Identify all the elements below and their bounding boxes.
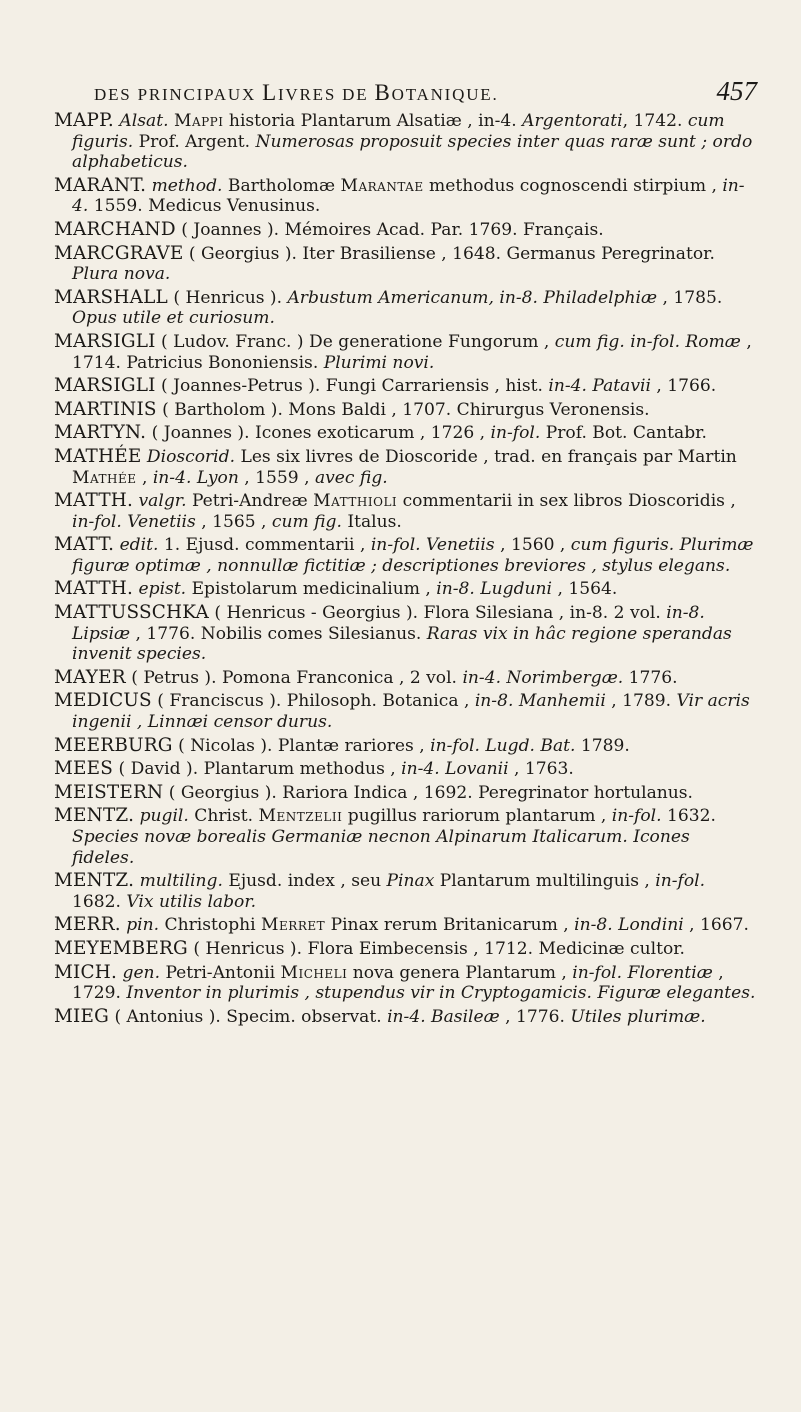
bibliography-entry bbox=[54, 288, 757, 329]
entry-text: , bbox=[136, 467, 153, 488]
entry-work-abbreviation: edit. bbox=[119, 535, 159, 556]
entry-italic-text: in-4. Lyon bbox=[152, 467, 239, 488]
bibliography-entry bbox=[54, 939, 757, 960]
entry-italic-text: Pinax bbox=[386, 871, 435, 892]
bibliography-entry bbox=[54, 806, 757, 868]
entry-author-name: Matthioli bbox=[313, 491, 398, 512]
entry-headword: MENTZ. bbox=[54, 805, 135, 827]
entry-text: Prof. Argent. bbox=[133, 131, 256, 152]
entry-italic-text: Vir acris ingenii , Linnæi censor durus. bbox=[72, 691, 750, 733]
running-title-cap-l: L bbox=[262, 80, 278, 105]
entry-headword: MATT. bbox=[54, 534, 115, 556]
entry-text: , 1564. bbox=[552, 579, 618, 600]
entry-text: Prof. Bot. Cantabr. bbox=[540, 423, 707, 444]
entry-headword: MICH. bbox=[54, 961, 118, 983]
bibliography-entry bbox=[54, 691, 757, 732]
bibliography-entry bbox=[54, 220, 757, 241]
entry-headword: MEYEMBERG bbox=[54, 937, 188, 959]
bibliography-entries bbox=[54, 111, 757, 1027]
entry-work-abbreviation: pugil. bbox=[139, 806, 189, 827]
entry-headword: MAYER bbox=[54, 666, 126, 688]
entry-text: , 1785. bbox=[657, 287, 723, 308]
entry-text: nova genera Plantarum , bbox=[347, 962, 573, 983]
bibliography-entry bbox=[54, 579, 757, 600]
bibliography-entry bbox=[54, 668, 757, 689]
entry-headword: MATHÉE bbox=[54, 445, 142, 467]
entry-text: , 1789. bbox=[605, 691, 677, 712]
entry-author-name: Mentzelii bbox=[258, 806, 343, 827]
entry-italic-text: in-fol. bbox=[490, 423, 541, 444]
running-title-cap-b: B bbox=[374, 80, 392, 105]
running-title-word2: OTANIQUE. bbox=[391, 85, 499, 104]
entry-headword: MAPP. bbox=[54, 110, 114, 131]
entry-text: , 1559 , bbox=[238, 467, 315, 488]
entry-text: ( Georgius ). Iter Brasiliense , 1648. Germanus Peregrinator. bbox=[188, 243, 715, 264]
entry-text: ( Petrus ). Pomona Franconica , 2 vol. bbox=[131, 667, 463, 688]
entry-italic-text: cum figuris. bbox=[72, 111, 725, 152]
entry-author-name: Merret bbox=[261, 915, 326, 936]
bibliography-entry bbox=[54, 332, 757, 373]
bibliography-entry bbox=[54, 535, 757, 576]
entry-italic-text: Inventor in plurimis , stupendus vir in Cryptogamicis. Figuræ elegantes. bbox=[126, 983, 756, 1004]
entry-italic-text: in-8. Londini bbox=[574, 915, 684, 936]
entry-italic-text: in-fol. Lugd. Bat. bbox=[430, 735, 576, 756]
entry-italic-text: in-fol. Venetiis bbox=[370, 535, 495, 556]
entry-text: pugillus rariorum plantarum , bbox=[342, 806, 612, 827]
entry-text: Les six livres de Dioscoride , trad. en français par Martin bbox=[240, 446, 737, 467]
bibliography-entry bbox=[54, 736, 757, 757]
entry-text: 1789. bbox=[575, 735, 630, 756]
entry-italic-text: in-fol. bbox=[655, 871, 706, 892]
entry-headword: MERR. bbox=[54, 914, 121, 936]
entry-italic-text: in-8. Lugduni bbox=[436, 579, 553, 600]
entry-text: ( Antonius ). Specim. observat. bbox=[114, 1006, 388, 1027]
entry-work-abbreviation: Alsat. bbox=[119, 111, 169, 131]
bibliography-entry bbox=[54, 447, 757, 488]
entry-text: ( Joannes ). Mémoires Acad. Par. 1769. Français. bbox=[181, 219, 604, 240]
entry-headword: MIEG bbox=[54, 1005, 110, 1027]
entry-text: , 1776. bbox=[499, 1006, 571, 1027]
bibliography-entry bbox=[54, 423, 757, 444]
entry-italic-text: in-fol. Venetiis bbox=[72, 511, 196, 532]
entry-text: 1. Ejusd. commentarii , bbox=[163, 535, 371, 556]
entry-italic-text: Opus utile et curiosum. bbox=[72, 308, 275, 329]
running-title-prefix: DES PRINCIPAUX bbox=[94, 85, 257, 104]
entry-work-abbreviation: gen. bbox=[122, 962, 161, 983]
entry-italic-text: cum fig. in-fol. Romæ bbox=[554, 331, 741, 352]
entry-text: , 1565 , bbox=[195, 511, 272, 532]
entry-italic-text: Plura nova. bbox=[72, 264, 171, 285]
entry-italic-text: avec fig. bbox=[314, 467, 388, 488]
entry-text: ( Georgius ). Rariora Indica , 1692. Peregrinator hortulanus. bbox=[168, 782, 693, 803]
entry-headword: MARANT. bbox=[54, 174, 147, 196]
entry-author-name: Micheli bbox=[280, 962, 348, 983]
entry-italic-text: Species novæ borealis Germaniæ necnon Alpinarum Italicarum. Icones fideles. bbox=[72, 827, 690, 868]
bibliography-entry bbox=[54, 1007, 757, 1028]
bibliography-entry bbox=[54, 759, 757, 780]
entry-text: ( Henricus ). bbox=[173, 287, 288, 308]
entry-italic-text: in-4. Norimbergæ. bbox=[462, 667, 624, 688]
entry-italic-text: cum figuris. Plurimæ figuræ optimæ , nonnullæ fictitiæ ; descriptiones breviores , stylus elegans. bbox=[72, 535, 754, 576]
entry-italic-text: Raras vix in hâc regione sperandas invenit species. bbox=[72, 623, 732, 665]
entry-text: , 1560 , bbox=[494, 535, 571, 556]
entry-headword: MARTYN. bbox=[54, 422, 147, 444]
entry-text: , 1742. bbox=[622, 111, 688, 131]
entry-headword: MATTH. bbox=[54, 490, 134, 512]
entry-text: , 1766. bbox=[650, 376, 717, 397]
entry-text: ( Ludov. Franc. ) De generatione Fungorum , bbox=[161, 331, 555, 352]
page-number: 457 bbox=[716, 76, 757, 106]
bibliography-entry bbox=[54, 963, 757, 1004]
entry-text: ( Joannes ). Icones exoticarum , 1726 , bbox=[151, 423, 491, 444]
running-title bbox=[94, 80, 499, 106]
entry-italic-text: in-4. bbox=[72, 175, 745, 217]
entry-italic-text: in-fol. Florentiæ bbox=[572, 962, 713, 983]
entry-text: ( Nicolas ). Plantæ rariores , bbox=[178, 735, 431, 756]
entry-headword: MARSIGLI bbox=[54, 375, 156, 397]
entry-headword: MARCGRAVE bbox=[54, 242, 184, 264]
entry-italic-text: Argentorati bbox=[522, 111, 623, 131]
entry-text: 1632. bbox=[661, 806, 716, 827]
entry-work-abbreviation: Dioscorid. bbox=[146, 446, 236, 467]
entry-work-abbreviation: pin. bbox=[126, 915, 160, 936]
entry-headword: MARSIGLI bbox=[54, 330, 156, 352]
entry-italic-text: Arbustum Americanum, in-8. Philadelphiæ bbox=[287, 287, 658, 308]
entry-text: methodus cognoscendi stirpium , bbox=[423, 175, 723, 196]
entry-text: , 1776. Nobilis comes Silesianus. bbox=[130, 623, 427, 644]
entry-headword: MARTINIS bbox=[54, 398, 157, 420]
bibliography-entry bbox=[54, 871, 757, 912]
entry-text: Christ. bbox=[194, 806, 259, 827]
entry-italic-text: Plurimi novi. bbox=[323, 352, 435, 373]
entry-italic-text: in-fol. bbox=[611, 806, 662, 827]
running-title-word1: IVRES bbox=[277, 85, 337, 104]
bibliography-entry bbox=[54, 915, 757, 936]
entry-text: 1559. Medicus Venusinus. bbox=[88, 196, 321, 217]
entry-text: , 1763. bbox=[508, 759, 574, 780]
entry-author-name: Marantae bbox=[340, 175, 424, 196]
entry-italic-text: in-4. Basileæ bbox=[387, 1006, 500, 1027]
entry-headword: MEISTERN bbox=[54, 781, 164, 803]
entry-author-name: Mathée bbox=[72, 467, 137, 488]
entry-headword: MARCHAND bbox=[54, 218, 176, 240]
entry-work-abbreviation: valgr. bbox=[138, 491, 187, 512]
entry-text: ( Henricus - Georgius ). Flora Silesiana , in-8. 2 vol. bbox=[214, 603, 667, 624]
entry-text: ( Joannes-Petrus ). Fungi Carrariensis , hist. bbox=[161, 376, 549, 397]
entry-text: historia Plantarum Alsatiæ , in-4. bbox=[223, 111, 523, 131]
entry-text: ( Bartholom ). Mons Baldi , 1707. Chirurgus Veronensis. bbox=[162, 399, 650, 420]
entry-text: Ejusd. index , seu bbox=[228, 871, 387, 892]
entry-headword: MENTZ. bbox=[54, 870, 135, 892]
entry-italic-text: in-8. Manhemii bbox=[474, 691, 606, 712]
entry-headword: MEES bbox=[54, 758, 114, 780]
entry-text: , 1729. bbox=[72, 962, 724, 1004]
entry-text: Christophi bbox=[164, 915, 262, 936]
entry-text: Bartholomæ bbox=[227, 175, 341, 196]
entry-italic-text: Utiles plurimæ. bbox=[570, 1006, 706, 1027]
entry-text: Pinax rerum Britanicarum , bbox=[325, 915, 575, 936]
entry-italic-text: in-8. Lipsiæ bbox=[72, 603, 705, 644]
entry-text: Epistolarum medicinalium , bbox=[191, 579, 437, 600]
entry-work-abbreviation: epist. bbox=[138, 579, 187, 600]
entry-headword: MEERBURG bbox=[54, 734, 173, 756]
entry-headword: MATTH. bbox=[54, 578, 134, 600]
entry-text: , 1667. bbox=[683, 915, 749, 936]
entry-italic-text: in-4. Lovanii bbox=[401, 759, 509, 780]
bibliography-entry bbox=[54, 783, 757, 804]
entry-work-abbreviation: method. bbox=[151, 175, 223, 196]
entry-text: Petri-Antonii bbox=[165, 962, 281, 983]
entry-text: Italus. bbox=[341, 511, 402, 532]
bibliography-entry bbox=[54, 244, 757, 285]
bibliography-entry bbox=[54, 400, 757, 421]
entry-text: commentarii in sex libros Dioscoridis , bbox=[397, 491, 736, 512]
entry-italic-text: cum fig. bbox=[271, 511, 342, 532]
entry-work-abbreviation: multiling. bbox=[139, 871, 223, 892]
entry-italic-text: Numerosas proposuit species inter quas raræ sunt ; ordo alphabeticus. bbox=[72, 131, 753, 173]
bibliography-entry bbox=[54, 603, 757, 665]
entry-text: ( David ). Plantarum methodus , bbox=[118, 759, 402, 780]
entry-headword: MATTUSSCHKA bbox=[54, 602, 209, 624]
running-head bbox=[94, 76, 757, 107]
entry-text: ( Henricus ). Flora Eimbecensis , 1712. Medicinæ cultor. bbox=[193, 938, 685, 959]
entry-text: 1776. bbox=[623, 667, 678, 688]
entry-text: 1682. bbox=[72, 891, 127, 912]
entry-text: , 1714. Patricius Bononiensis. bbox=[72, 331, 752, 373]
entry-text: Petri-Andreæ bbox=[191, 491, 314, 512]
entry-headword: MEDICUS bbox=[54, 690, 152, 712]
entry-italic-text: Vix utilis labor. bbox=[126, 891, 257, 912]
bibliography-entry bbox=[54, 491, 757, 532]
entry-text: Plantarum multilinguis , bbox=[434, 871, 656, 892]
running-title-mid: DE bbox=[342, 85, 369, 104]
bibliography-entry bbox=[54, 176, 757, 217]
entry-italic-text: in-4. Patavii bbox=[548, 376, 651, 397]
bibliography-entry bbox=[54, 376, 757, 397]
bibliography-entry bbox=[54, 111, 757, 173]
entry-author-name: Mappi bbox=[173, 111, 224, 131]
entry-text: ( Franciscus ). Philosoph. Botanica , bbox=[157, 691, 475, 712]
entry-headword: MARSHALL bbox=[54, 286, 168, 308]
